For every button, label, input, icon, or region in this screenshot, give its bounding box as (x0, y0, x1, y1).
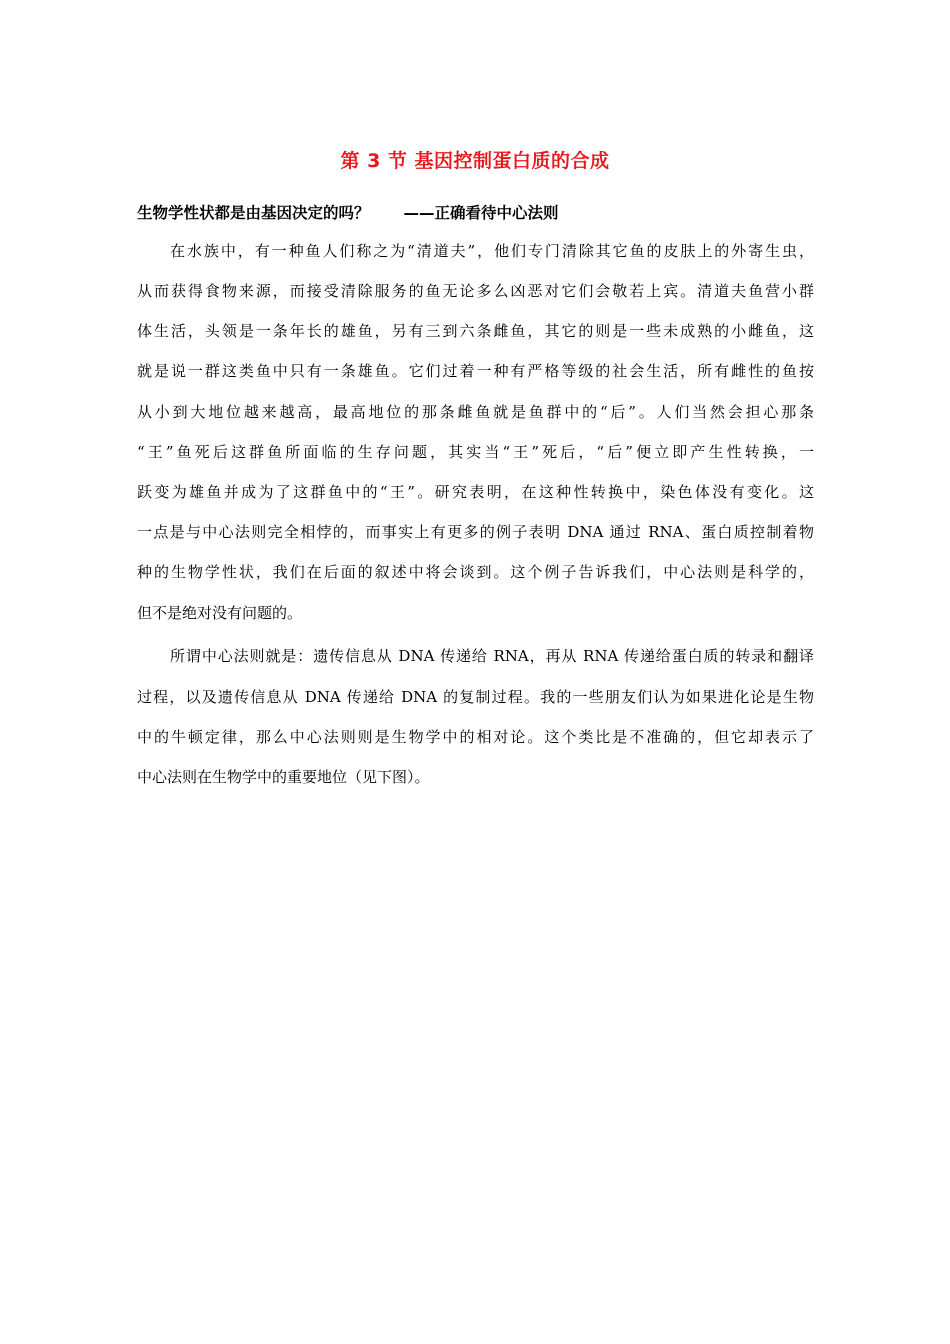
page-title: 第 3 节 基因控制蛋白质的合成 (340, 150, 610, 172)
paragraph-line: “王”鱼死后这群鱼所面临的生存问题，其实当“王”死后，“后”便立即产生性转换，一 (137, 443, 814, 461)
section-subtitle (137, 200, 837, 226)
paragraph-line: 但不是绝对没有问题的。 (137, 604, 303, 622)
paragraph-line: 在水族中，有一种鱼人们称之为“清道夫”，他们专门清除其它鱼的皮肤上的外寄生虫， (170, 242, 814, 260)
subtitle-topic: ——正确看待中心法则 (403, 204, 559, 222)
paragraph-line: 中心法则在生物学中的重要地位（见下图）。 (137, 768, 430, 786)
paragraph-line: 跃变为雄鱼并成为了这群鱼中的“王”。研究表明，在这种性转换中，染色体没有变化。这 (137, 483, 814, 501)
subtitle-question: 生物学性状都是由基因决定的吗？ (137, 204, 370, 222)
paragraph-line: 所谓中心法则就是：遗传信息从 DNA 传递给 RNA，再从 RNA 传递给蛋白质的转录和翻译 (170, 647, 814, 665)
paragraph-line: 就是说一群这类鱼中只有一条雄鱼。它们过着一种有严格等级的社会生活，所有雌性的鱼按 (137, 362, 814, 380)
paragraph-line: 体生活，头领是一条年长的雄鱼，另有三到六条雌鱼，其它的则是一些未成熟的小雌鱼，这 (137, 322, 814, 340)
paragraph-line: 中的牛顿定律，那么中心法则则是生物学中的相对论。这个类比是不准确的，但它却表示了 (137, 728, 814, 746)
paragraph-line: 过程，以及遗传信息从 DNA 传递给 DNA 的复制过程。我的一些朋友们认为如果进化论是生物 (137, 688, 814, 706)
paragraph-line: 种的生物学性状，我们在后面的叙述中将会谈到。这个例子告诉我们，中心法则是科学的， (137, 563, 814, 581)
paragraph-line: 一点是与中心法则完全相悖的，而事实上有更多的例子表明 DNA 通过 RNA、蛋白质控制着物 (137, 523, 814, 541)
paragraph-line: 从小到大地位越来越高，最高地位的那条雌鱼就是鱼群中的“后”。人们当然会担心那条 (137, 403, 814, 421)
paragraph-line: 从而获得食物来源，而接受清除服务的鱼无论多么凶恶对它们会敬若上宾。清道夫鱼营小群 (137, 282, 814, 300)
